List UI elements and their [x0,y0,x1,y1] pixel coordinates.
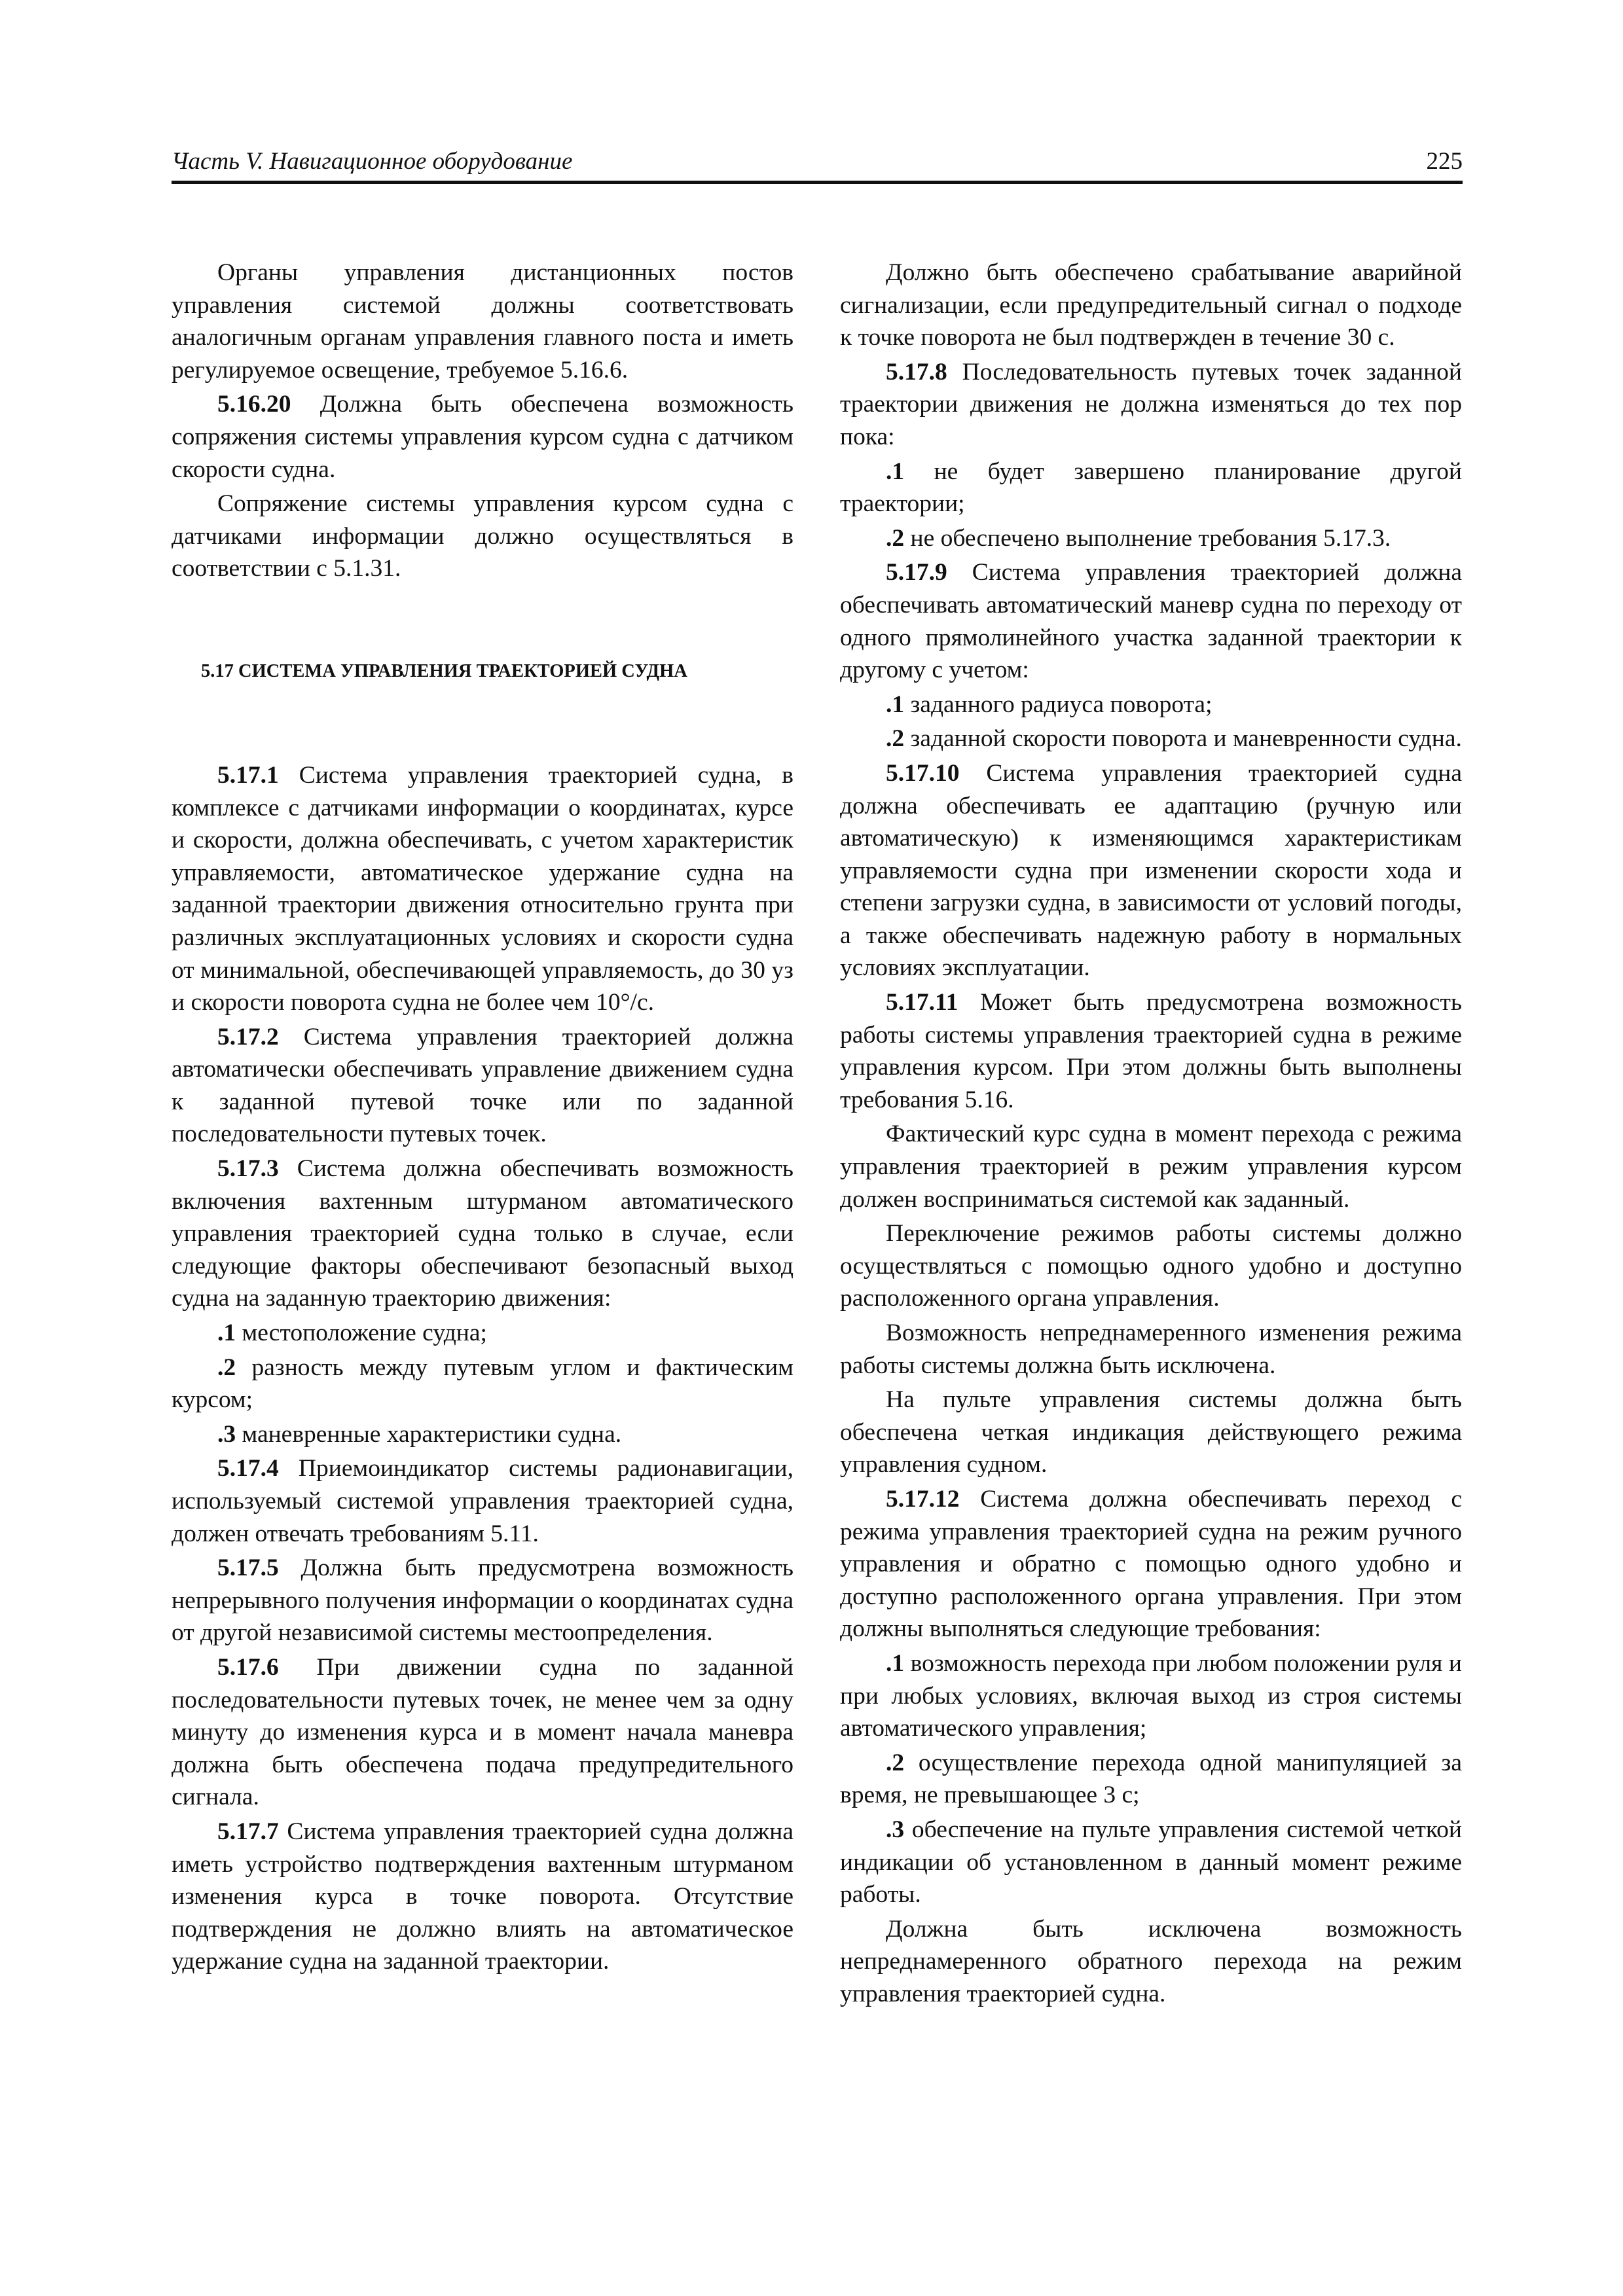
paragraph: Должно быть обеспечено срабатывание аварийной сигнализации, если предупредительный сигнал о подходе к точке поворота не был подтвержден в течение 30 с. [840,259,1462,351]
paragraph: Должна быть исключена возможность непреднамеренного обратного перехода на режим управления траекторией судна. [840,1915,1462,2007]
item-text: осуществление перехода одной манипуляцией за время, не превышающее 3 с; [840,1749,1462,1809]
item-text: заданного радиуса поворота; [904,691,1213,718]
paragraph [172,759,793,1019]
clause-number: 5.17.4 [217,1455,279,1482]
paragraph [172,388,793,486]
paragraph: На пульте управления системы должна быть обеспечена четкая индикация действующего режима управления судном. [840,1386,1462,1479]
running-title: Часть V. Навигационное оборудование [172,148,573,175]
item-number: .1 [886,457,905,485]
paragraph [172,1651,793,1814]
item-number: .3 [886,1816,905,1843]
clause-text: Система управления траекторией судна, в комплексе с датчиками информации о координатах, курсе и скорости, должна обеспечивать, с учетом характеристик управляемости, автоматическое удержание судна на заданной траектории движения относительно грунта при различных эксплуатационных условиях и скорости судна от минимальной, обеспечивающей управляемость, до 30 уз и скорости поворота судна не более чем 10°/c. [172,761,793,1016]
item-number: .1 [217,1319,236,1347]
clause-number: 5.17.7 [217,1818,279,1845]
clause-text: Приемоиндикатор системы радионавигации, используемый системой управления траекторией судна, должен отвечать требованиям 5.11. [172,1455,793,1547]
clause-number: 5.17.3 [217,1155,279,1183]
item-number: .2 [886,524,905,552]
item-number: .1 [886,691,905,718]
clause-number: 5.17.12 [886,1485,960,1513]
paragraph: Фактический курс судна в момент перехода с режима управления траекторией в режим управления курсом должен восприниматься системой как заданный. [840,1121,1462,1213]
list-item [840,1814,1462,1911]
paragraph [172,1816,793,1978]
clause-number: 5.17.5 [217,1554,279,1582]
right-column [840,257,1462,2010]
item-number: .3 [217,1420,236,1448]
clause-text: Система должна обеспечивать переход с режима управления траекторией судна на режим ручного управления и обратно с помощью одного удобно и доступно расположенного органа управления. При этом должны выполняться следующие требования: [840,1485,1462,1643]
list-item [840,456,1462,520]
paragraph [172,1021,793,1151]
clause-number: 5.17.11 [886,989,958,1016]
item-text: заданной скорости поворота и маневренности судна. [904,725,1462,753]
paragraph [172,1452,793,1550]
page-header [172,148,1463,184]
list-item [172,1317,793,1350]
list-item [172,1352,793,1416]
paragraph: Сопряжение системы управления курсом судна с датчиками информации должно осуществляться в соответствии с 5.1.31. [172,490,793,583]
list-item [172,1418,793,1451]
item-text: маневренные характеристики судна. [236,1420,622,1448]
list-item [840,689,1462,721]
item-text: обеспечение на пульте управления системой четкой индикации об установленном в данный момент режиме работы. [840,1816,1462,1909]
paragraph: Органы управления дистанционных постов управления системой должны соответствовать аналогичным органам управления главного поста и иметь регулируемое освещение, требуемое 5.16.6. [172,259,793,384]
clause-text: При движении судна по заданной последовательности путевых точек, не менее чем за одну минуту до изменения курса и в момент начала маневра должна быть обеспечена подача предупредительного сигнала. [172,1653,793,1811]
clause-text: Должна быть предусмотрена возможность непрерывного получения информации о координатах судна от другой независимой системы местоопределения. [172,1554,793,1647]
clause-number: 5.17.1 [217,761,279,789]
clause-number: 5.17.10 [886,759,960,787]
item-text: разность между путевым углом и фактическим курсом; [172,1354,793,1414]
clause-number: 5.17.9 [886,559,947,586]
clause-text: Должна быть обеспечена возможность сопряжения системы управления курсом судна с датчиком скорости судна. [172,391,793,483]
item-text: не будет завершено планирование другой траектории; [840,457,1462,518]
clause-text: Система управления траекторией судна должна обеспечивать ее адаптацию (ручную или автоматическую) к изменяющимся характеристикам управляемости судна при изменении скорости хода и степени загрузки судна, в зависимости от условий погоды, а также обеспечивать надежную работу в нормальных условиях эксплуатации. [840,759,1462,982]
paragraph [172,1153,793,1315]
paragraph [840,556,1462,686]
item-text: не обеспечено выполнение требования 5.17.3. [904,524,1391,552]
item-text: местоположение судна; [236,1319,487,1347]
item-number: .2 [886,725,905,753]
paragraph: Переключение режимов работы системы должно осуществляться с помощью одного удобно и доступно расположенного органа управления. [840,1220,1462,1312]
clause-text: Система управления траекторией должна автоматически обеспечивать управление движением судна к заданной путевой точке или по заданной последовательности путевых точек. [172,1023,793,1148]
section-heading: 5.17 СИСТЕМА УПРАВЛЕНИЯ ТРАЕКТОРИЕЙ СУДНА [201,660,687,681]
paragraph [840,1483,1462,1645]
clause-text: Последовательность путевых точек заданной траектории движения не должна изменяться до тех пор пока: [840,358,1462,450]
paragraph: Возможность непреднамеренного изменения режима работы системы должна быть исключена. [840,1319,1462,1379]
clause-number: 5.17.8 [886,358,947,386]
clause-text: Система должна обеспечивать возможность включения вахтенным штурманом автоматического управления траекторией судна только в случае, если следующие факторы обеспечивают безопасный выход судна на заданную траекторию движения: [172,1155,793,1312]
clause-number: 5.17.6 [217,1653,279,1681]
item-number: .2 [217,1354,236,1381]
left-column [172,257,793,1978]
clause-text: Система управления траекторией должна обеспечивать автоматический маневр судна по переходу от одного прямолинейного участка заданной траектории к другому с учетом: [840,559,1462,684]
item-number: .2 [886,1749,905,1776]
item-number: .1 [886,1649,905,1677]
page-number: 225 [1426,148,1463,175]
clause-number: 5.17.2 [217,1023,279,1050]
clause-text: Может быть предусмотрена возможность работы системы управления траекторией судна в режиме управления курсом. При этом должны быть выполнены требования 5.16. [840,989,1462,1113]
list-item [840,522,1462,555]
clause-number: 5.16.20 [217,391,291,418]
list-item [840,723,1462,755]
list-item [840,1747,1462,1812]
item-text: возможность перехода при любом положении руля и при любых условиях, включая выход из строя системы автоматического управления; [840,1649,1462,1742]
clause-text: Система управления траекторией судна должна иметь устройство подтверждения вахтенным штурманом изменения курса в точке поворота. Отсутствие подтверждения не должно влиять на автоматическое удержание судна на заданной траектории. [172,1818,793,1975]
paragraph [840,356,1462,454]
paragraph [840,986,1462,1116]
paragraph [172,1552,793,1649]
list-item [840,1647,1462,1745]
paragraph [840,757,1462,984]
